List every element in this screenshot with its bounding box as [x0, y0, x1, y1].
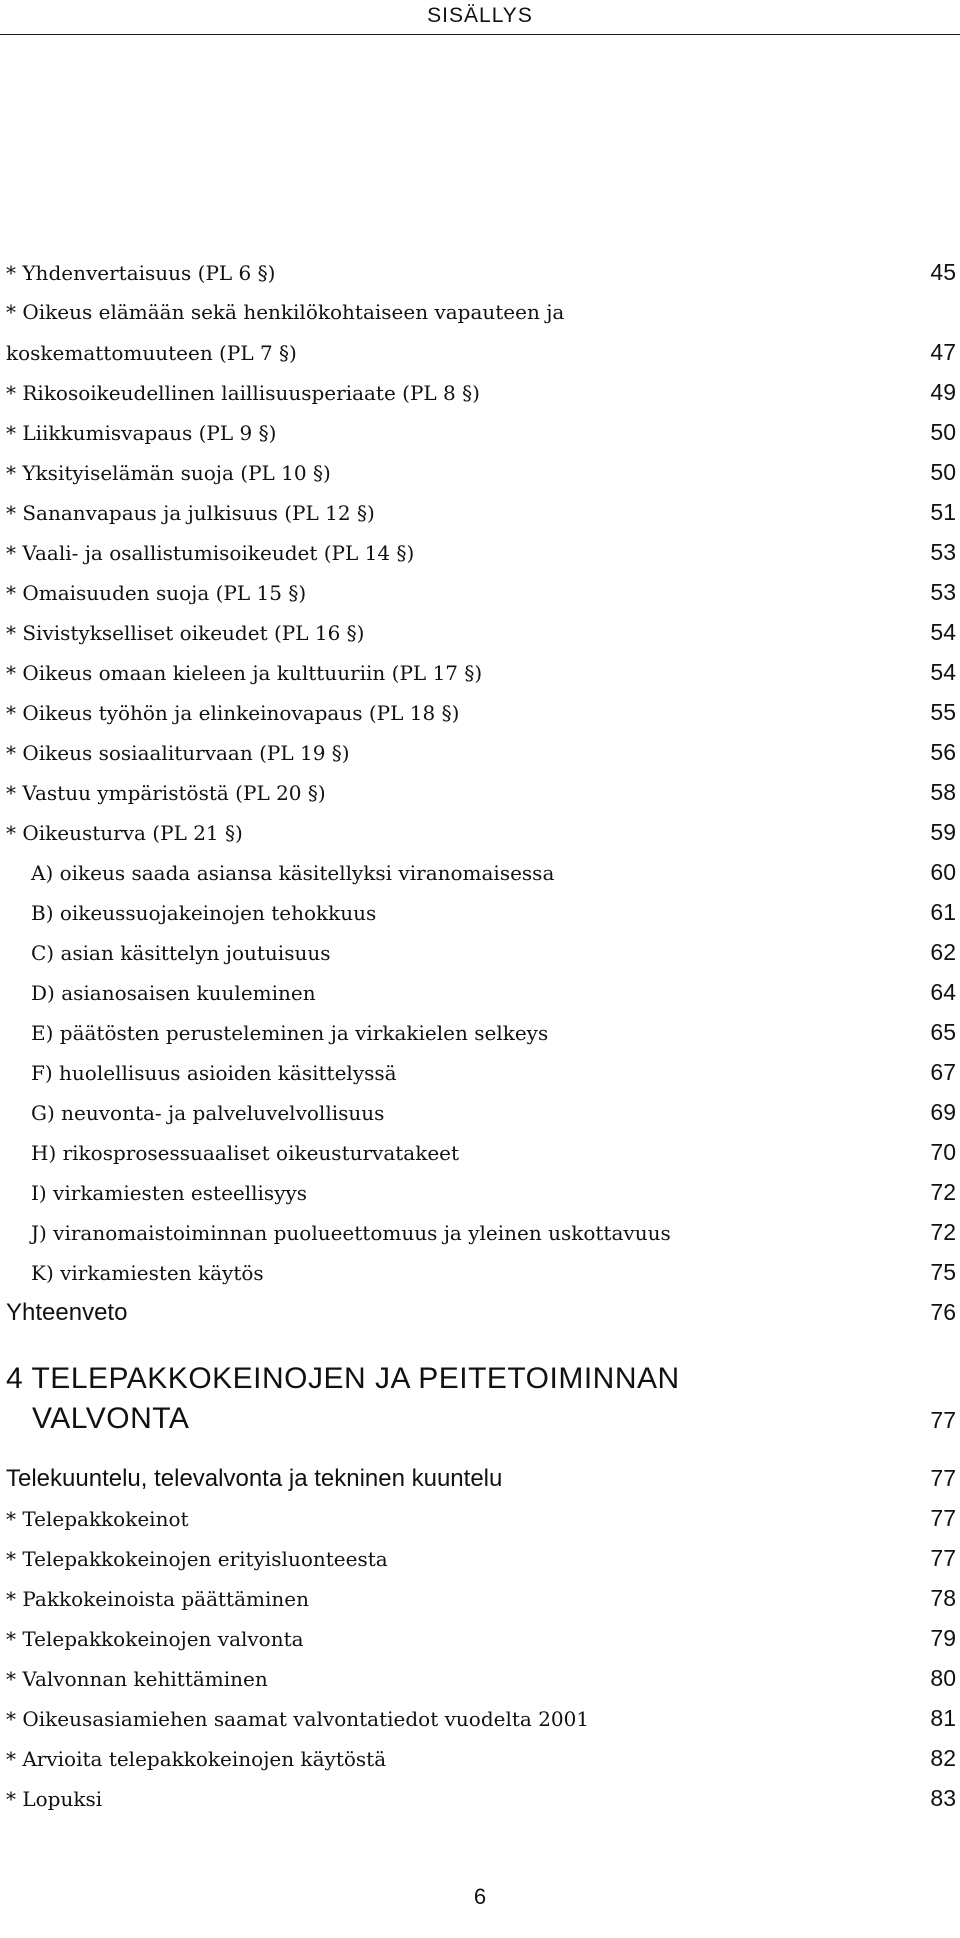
toc-entry-summary[interactable] [6, 1292, 956, 1332]
toc-entry[interactable] [6, 492, 956, 532]
toc-entry-title: * Vastuu ympäristöstä (PL 20 §) [6, 781, 326, 805]
toc-entry-title: * Yksityiselämän suoja (PL 10 §) [6, 461, 331, 485]
toc-entry-title: * Pakkokeinoista päättäminen [6, 1587, 309, 1611]
toc-entry-title: K) virkamiesten käytös [31, 1261, 264, 1285]
toc-entry[interactable] [6, 252, 956, 292]
toc-entry-page: 67 [930, 1059, 956, 1085]
toc-chapter-heading[interactable] [6, 1360, 956, 1440]
toc-entry-title: B) oikeussuojakeinojen tehokkuus [31, 901, 377, 925]
toc-entry-title: G) neuvonta- ja palveluvelvollisuus [31, 1101, 385, 1125]
chapter-title-line2: VALVONTA [32, 1402, 190, 1435]
toc-section-heading[interactable] [6, 1458, 956, 1498]
toc-entry-page: 70 [930, 1139, 956, 1165]
toc-entry[interactable] [6, 1658, 956, 1698]
toc-entry-title: * Oikeus omaan kieleen ja kulttuuriin (PL 17 §) [6, 661, 483, 685]
toc-entry-page: 58 [930, 779, 956, 805]
toc-entry-title: * Lopuksi [6, 1787, 103, 1811]
toc-entry[interactable] [6, 812, 956, 852]
toc-subentry[interactable] [6, 972, 956, 1012]
toc-entry-title: * Yhdenvertaisuus (PL 6 §) [6, 261, 276, 285]
toc-entry-title: * Sivistykselliset oikeudet (PL 16 §) [6, 621, 365, 645]
toc-entry-page: 69 [930, 1099, 956, 1125]
toc-entry-title: A) oikeus saada asiansa käsitellyksi viranomaisessa [31, 861, 555, 885]
toc-entry[interactable] [6, 732, 956, 772]
toc-subentry[interactable] [6, 1172, 956, 1212]
toc-entry[interactable] [6, 292, 956, 372]
toc-subentry[interactable] [6, 1212, 956, 1252]
toc-subentry[interactable] [6, 1252, 956, 1292]
toc-entry-title: * Vaali- ja osallistumisoikeudet (PL 14 §) [6, 541, 415, 565]
section-title: Telekuuntelu, televalvonta ja tekninen kuuntelu [6, 1465, 503, 1492]
running-header [0, 0, 960, 35]
toc-subentry[interactable] [6, 932, 956, 972]
chapter-page: 77 [930, 1407, 956, 1433]
toc-entry[interactable] [6, 1618, 956, 1658]
toc-entry[interactable] [6, 1698, 956, 1738]
toc-entry[interactable] [6, 1498, 956, 1538]
toc-entry-page: 59 [930, 819, 956, 845]
toc-entry-title: F) huolellisuus asioiden käsittelyssä [31, 1061, 397, 1085]
toc-entry-page: 50 [930, 459, 956, 485]
toc-entry-title-line2: koskemattomuuteen (PL 7 §) [6, 341, 297, 365]
toc-entry[interactable] [6, 652, 956, 692]
toc-entry-title-line1: * Oikeus elämään sekä henkilökohtaiseen vapauteen ja [6, 300, 565, 324]
toc-entry-title: I) virkamiesten esteellisyys [31, 1181, 308, 1205]
toc-entry[interactable] [6, 412, 956, 452]
toc-entry-page: 53 [930, 579, 956, 605]
toc-entry-title: D) asianosaisen kuuleminen [31, 981, 316, 1005]
toc-entry[interactable] [6, 692, 956, 732]
toc-entry-page: 81 [930, 1705, 956, 1731]
toc-entry-title: * Telepakkokeinot [6, 1507, 189, 1531]
toc-entry[interactable] [6, 452, 956, 492]
toc-entry-title: * Rikosoikeudellinen laillisuusperiaate (PL 8 §) [6, 381, 480, 405]
toc-entry-page: 75 [930, 1259, 956, 1285]
toc-entry-title: * Sananvapaus ja julkisuus (PL 12 §) [6, 501, 375, 525]
toc-entry[interactable] [6, 1738, 956, 1778]
toc-entry-title: * Valvonnan kehittäminen [6, 1667, 268, 1691]
toc-entry-page: 83 [930, 1785, 956, 1811]
toc-entry[interactable] [6, 572, 956, 612]
toc-entry-page: 45 [930, 259, 956, 285]
toc-entry-page: 61 [930, 899, 956, 925]
toc-subentry[interactable] [6, 892, 956, 932]
toc-entry[interactable] [6, 612, 956, 652]
toc-entry-title: * Oikeus sosiaaliturvaan (PL 19 §) [6, 741, 350, 765]
toc-entry-page: 76 [930, 1299, 956, 1325]
section-page: 77 [930, 1465, 956, 1491]
toc-entry-title: Yhteenveto [6, 1299, 128, 1326]
chapter-title-line1: 4 TELEPAKKOKEINOJEN JA PEITETOIMINNAN [6, 1362, 680, 1395]
table-of-contents [6, 252, 956, 1818]
toc-subentry[interactable] [6, 1012, 956, 1052]
toc-entry[interactable] [6, 532, 956, 572]
toc-entry-title: J) viranomaistoiminnan puolueettomuus ja yleinen uskottavuus [31, 1221, 671, 1245]
page-number: 6 [473, 1884, 487, 1909]
toc-entry[interactable] [6, 1538, 956, 1578]
toc-entry-title: * Oikeusasiamiehen saamat valvontatiedot vuodelta 2001 [6, 1707, 590, 1731]
toc-entry-title: * Oikeusturva (PL 21 §) [6, 821, 243, 845]
toc-subentry[interactable] [6, 852, 956, 892]
toc-entry-title: H) rikosprosessuaaliset oikeusturvatakeet [31, 1141, 460, 1165]
toc-entry-title: * Telepakkokeinojen valvonta [6, 1627, 304, 1651]
header-title: SISÄLLYS [427, 4, 533, 27]
toc-entry-page: 47 [930, 339, 956, 365]
toc-subentry[interactable] [6, 1052, 956, 1092]
toc-entry-page: 80 [930, 1665, 956, 1691]
toc-entry-page: 60 [930, 859, 956, 885]
toc-subentry[interactable] [6, 1092, 956, 1132]
toc-entry-title: * Oikeus työhön ja elinkeinovapaus (PL 18 §) [6, 701, 460, 725]
toc-entry-page: 77 [930, 1545, 956, 1571]
toc-entry-page: 77 [930, 1505, 956, 1531]
toc-entry-page: 56 [930, 739, 956, 765]
toc-entry[interactable] [6, 772, 956, 812]
toc-entry-page: 72 [930, 1219, 956, 1245]
toc-entry[interactable] [6, 1578, 956, 1618]
toc-entry-page: 54 [930, 659, 956, 685]
toc-entry-title: E) päätösten perusteleminen ja virkakielen selkeys [31, 1021, 549, 1045]
toc-entry[interactable] [6, 372, 956, 412]
toc-entry-page: 53 [930, 539, 956, 565]
toc-entry-title: * Arvioita telepakkokeinojen käytöstä [6, 1747, 387, 1771]
toc-entry-page: 50 [930, 419, 956, 445]
page-footer [0, 1884, 960, 1910]
toc-entry-page: 65 [930, 1019, 956, 1045]
toc-entry[interactable] [6, 1778, 956, 1818]
toc-subentry[interactable] [6, 1132, 956, 1172]
toc-entry-page: 78 [930, 1585, 956, 1611]
toc-entry-page: 72 [930, 1179, 956, 1205]
toc-entry-page: 55 [930, 699, 956, 725]
toc-entry-title: * Telepakkokeinojen erityisluonteesta [6, 1547, 388, 1571]
toc-entry-title: C) asian käsittelyn joutuisuus [31, 941, 331, 965]
toc-entry-page: 49 [930, 379, 956, 405]
toc-entry-page: 54 [930, 619, 956, 645]
toc-entry-title: * Omaisuuden suoja (PL 15 §) [6, 581, 307, 605]
toc-entry-page: 79 [930, 1625, 956, 1651]
toc-entry-page: 82 [930, 1745, 956, 1771]
toc-entry-page: 51 [930, 499, 956, 525]
toc-entry-page: 64 [930, 979, 956, 1005]
toc-entry-title: * Liikkumisvapaus (PL 9 §) [6, 421, 277, 445]
toc-entry-page: 62 [930, 939, 956, 965]
